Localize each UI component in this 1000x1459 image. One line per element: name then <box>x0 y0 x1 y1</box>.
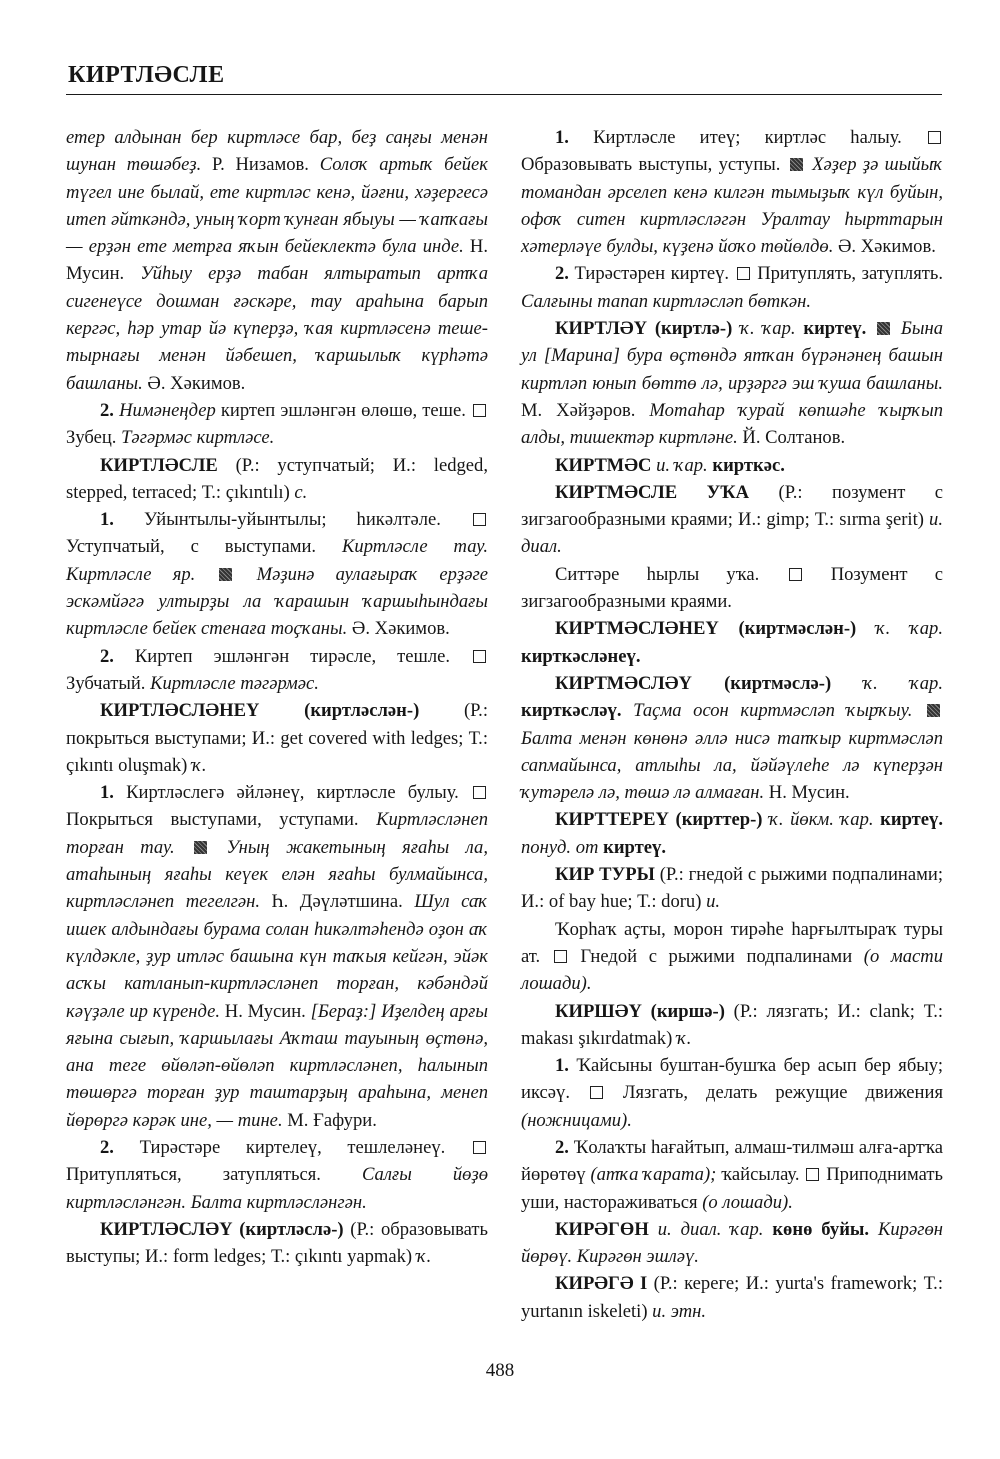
translation-marker-icon <box>806 1168 819 1181</box>
italic-text: Киртләсләнеп торған тау. <box>66 809 488 858</box>
italic-text: ҡ. <box>676 1027 692 1049</box>
entry-paragraph <box>521 1216 943 1271</box>
italic-text: (атҡа ҡарата); <box>590 1164 717 1186</box>
headword-text: 2. <box>555 263 569 285</box>
headword-text: 1. <box>100 782 114 804</box>
entry-paragraph <box>521 998 943 1053</box>
plain-text: киртеп эшләнгән өлөшө, теше. <box>215 399 471 421</box>
plain-text: (Р.: уступчатый; И.: ledged, stepped, terraced; Т.: çıkıntılı) <box>66 454 488 503</box>
entry-paragraph <box>521 861 943 916</box>
italic-text: ҡ. ҡар. <box>863 672 943 694</box>
plain-text <box>831 673 863 694</box>
entry-paragraph <box>521 452 943 479</box>
plain-text <box>763 1219 772 1240</box>
entry-paragraph <box>521 1134 943 1216</box>
translation-marker-icon <box>554 950 567 963</box>
italic-text: Нимәнеңдер <box>119 399 216 421</box>
headword-text: КИРӘГӨН <box>555 1218 649 1240</box>
translation-marker-icon <box>473 650 486 663</box>
running-head: КИРТЛӘСЛЕ <box>68 62 225 88</box>
italic-text: Солоҡ артыҡ бейек түгел ине былай, ете киртләс кенә, йәғни, хәҙергесә итеп әйткәндә, уның ҡорт ҡунған ябыуы — ҡапҡағы — ерҙән ете метрға яҡын бейеклектә була инде. <box>66 154 489 258</box>
italic-text: (о лошади). <box>702 1191 793 1213</box>
plain-text: Зубчатый. <box>66 672 151 694</box>
italic-text: с. <box>294 481 308 503</box>
italic-text: Таҫма осон киртмәсләп ҡырҡыу. <box>633 700 913 722</box>
italic-text: ҡ. ҡар. <box>740 318 796 340</box>
italic-text: Уйһыу ерҙә табан ялтыратып артҡа сигенеүсе дошман ғәскәре, тау араһына барып кергәс, һәр утар йә күперҙә, ҡая киртләсенә теше-тырнағы менән йәбешеп, ҡаршылыҡ күрһәтә башланы. <box>66 263 488 394</box>
italic-text: и. ҡар. <box>656 454 708 476</box>
plain-text: Н. Мусин. <box>220 1000 311 1022</box>
plain-text <box>649 1219 658 1240</box>
plain-text: (Р.: позумент с зигзагообразными краями; И.: gimp; Т.: sırma şerit) <box>521 481 943 531</box>
headword-text: КИРТМӘС <box>555 454 652 476</box>
plain-text: (Р.: кереге; И.: yurta's framework; Т.: yurtanın iskeleti) <box>521 1273 943 1322</box>
entry-paragraph <box>66 1134 488 1216</box>
plain-text: Ә. Хәкимов. <box>142 372 246 394</box>
italic-text: [Бераҙ:] Иҙелдең арғы яғына сығып, ҡаршылағы Аҡташ тауының өҫтөнә, ана теге өйөләп-өйөләп киртләсләнеп, һалынып төшөргә торған ҙур таштарҙың араһына, менеп йөрөргә кәрәк ине, — тине. <box>66 1000 488 1131</box>
italic-text: (ножницами). <box>521 1109 632 1131</box>
page-number: 488 <box>485 1360 515 1381</box>
headword-text: 2. <box>555 1136 569 1158</box>
italic-text: Шул саҡ ишек алдындағы бурама солан һикәлтәһендә оҙон аҡ күлдәкле, ҙур итләс башына күн таҡыя кейгән, эйәк асҡы катланып-киртләсләнеп торған, кәбәндәй кәүҙәле ир күренде. <box>66 891 488 1022</box>
translation-marker-icon <box>473 786 486 799</box>
plain-text: Позумент с зигзагообразными краями. <box>521 563 943 613</box>
headword-text: КИРТЛӘСЛӘҮ (киртләслә-) <box>100 1218 344 1240</box>
entry-paragraph <box>521 1052 943 1134</box>
entry-paragraph <box>521 1270 943 1325</box>
header-rule <box>66 94 942 95</box>
italic-text: Балта менән көнөнә әллә нисә тапҡыр киртмәсләп сапмайынса, атлыһы ла, йәйәүлеһе лә күперҙән ҡутәрелә лә, төшә лә алмаған. <box>521 727 943 804</box>
headword-text: КИРТТЕРЕҮ (кирттер-) <box>555 809 763 831</box>
italic-text: Салғыны тапап киртләсләп бөткән. <box>521 290 812 312</box>
italic-text: Салғы йөҙө киртләсләнгән. Балта киртләсләнгән. <box>66 1164 489 1213</box>
entry-paragraph <box>521 916 943 998</box>
translation-marker-icon <box>473 513 486 526</box>
headword-text: киртеү. <box>803 318 867 340</box>
plain-text: Ҡорһаҡ аҫты, морон тирәһе һарғылтыраҡ туры ат. <box>521 918 943 967</box>
right-column <box>521 124 943 1325</box>
left-column <box>66 124 488 1270</box>
italic-text: Хәҙер ҙә шыйыҡ томандан әрселеп кенә килгән тымыҙыҡ күл буйын, офоҡ ситен киртләсләгән Уралтау һырттарын хәтерләүе булды, күҙенә йоҡо төйөлдө. <box>521 154 943 258</box>
translation-marker-icon <box>590 1086 603 1099</box>
illustration-marker-icon <box>877 322 890 335</box>
plain-text: М. Хәйҙәров. <box>521 399 650 421</box>
illustration-marker-icon <box>927 704 940 717</box>
italic-text: етер алдынан бер киртләсе бар, беҙ саңғы менән шунан төшәбеҙ. <box>66 127 488 176</box>
headword-text: 2. <box>100 1136 114 1158</box>
italic-text: Бына ул [Марина] бура өҫтөндә ятҡан бүрәнәнең башын киртләп юнып бөттө лә, ирҙәргә эш ҡуша башланы. <box>521 318 943 394</box>
italic-text: ҡ. <box>192 754 207 776</box>
headword-text: кирткәсләнеү. <box>521 645 641 667</box>
plain-text: Притупляться, затупляться. <box>66 1164 362 1186</box>
italic-text: Мотаһар ҡурай көпшәһе ҡырҡып алды, тишектәр киртләне. <box>521 399 943 449</box>
plain-text: Киртләсле итеү; киртләс һалыу. <box>568 127 926 148</box>
italic-text: и. этн. <box>652 1300 707 1322</box>
plain-text <box>869 1219 878 1240</box>
italic-text: Киртләсле тау. Киртләсле яр. <box>66 536 488 585</box>
headword-text: 1. <box>555 127 569 148</box>
plain-text: Тирәстәре киртелеү, тешлеләнеү. <box>113 1136 471 1158</box>
italic-text: и. диал. <box>521 509 943 558</box>
italic-text: и. <box>706 891 721 913</box>
entry-paragraph <box>66 779 488 1134</box>
italic-text: ҡ. <box>416 1246 432 1268</box>
italic-text: Уның жакетының яғаһы ла, атаһының яғаһы кеүек елән яғаһы булмайынса, киртләсләнеп тегелгән. <box>66 836 488 913</box>
headword-text: 2. <box>100 399 114 421</box>
entry-paragraph <box>521 561 943 616</box>
plain-text <box>912 700 924 721</box>
headword-text: КИРШӘҮ (киршә-) <box>555 1000 725 1022</box>
headword-text: киртеү. <box>880 809 943 831</box>
translation-marker-icon <box>473 404 486 417</box>
italic-text: понуд. от <box>521 836 599 858</box>
headword-text: киртеү. <box>603 836 666 858</box>
plain-text: Й. Солтанов. <box>737 427 846 449</box>
plain-text: М. Ғафури. <box>282 1109 377 1131</box>
plain-text: (Р.: покрыться выступами; И.: get covered with ledges; Т.: çıkıntı oluşmak) <box>66 700 488 776</box>
plain-text: Уступчатый, с выступами. <box>66 536 343 558</box>
headword-text: кирткәс. <box>712 454 785 476</box>
headword-text: КИРТЛӘСЛӘНЕҮ (киртләслән-) <box>100 700 420 722</box>
headword-text: кирткәсләү. <box>521 700 622 722</box>
plain-text: Образовывать выступы, уступы. <box>521 154 787 176</box>
headword-text: КИР ТУРЫ <box>555 864 655 886</box>
plain-text: (Р.: образовывать выступы; И.: form ledges; Т.: çıkıntı yapmak) <box>66 1218 489 1268</box>
entry-paragraph <box>521 260 943 315</box>
italic-text: ҡ. ҡар. <box>875 618 943 640</box>
entry-paragraph <box>66 506 488 642</box>
italic-text: Тәгәрмәс киртләсе. <box>121 427 275 449</box>
plain-text: Һ. Дәүләтшина. <box>259 891 415 913</box>
plain-text <box>856 618 876 639</box>
plain-text: Приподнимать уши, настораживаться <box>521 1164 944 1213</box>
entry-paragraph <box>66 1216 488 1271</box>
plain-text: Уйынтылы-уйынтылы; һикәлтәле. <box>113 509 471 531</box>
headword-text: 2. <box>100 645 114 667</box>
entry-paragraph <box>521 124 943 260</box>
plain-text: ҡайсылау. <box>716 1164 805 1186</box>
plain-text: Киртеп эшләнгән тирәсле, тешле. <box>113 645 471 667</box>
plain-text: Ә. Хәкимов. <box>833 236 936 258</box>
plain-text: Лязгать, делать режущие движения <box>604 1082 943 1104</box>
illustration-marker-icon <box>194 841 207 854</box>
entry-paragraph <box>66 452 488 507</box>
plain-text <box>235 564 256 585</box>
plain-text: Ҡайсыны буштан-бушҡа бер асып бер ябыу; иксәү. <box>521 1055 943 1104</box>
headword-text: 1. <box>555 1055 569 1077</box>
entry-paragraph <box>521 479 943 561</box>
illustration-marker-icon <box>790 158 803 171</box>
headword-text: КИРТМӘСЛӘНЕҮ (киртмәслән-) <box>555 618 857 640</box>
italic-text: ҡ. йөкм. ҡар. <box>769 809 874 831</box>
plain-text: Киртләслегә әйләнеү, киртләсле булыу. <box>113 782 471 804</box>
entry-paragraph <box>66 397 488 452</box>
plain-text: (Р.: лязгать; И.: clank; Т.: makası şıkırdatmak) <box>521 1000 944 1049</box>
translation-marker-icon <box>789 568 802 581</box>
entry-paragraph <box>521 315 943 451</box>
headword-text: КИРӘГӘ I <box>555 1273 648 1295</box>
headword-text: КИРТМӘСЛЕ УҠА <box>555 481 750 503</box>
plain-text <box>622 700 634 721</box>
entry-paragraph <box>66 697 488 779</box>
plain-text <box>210 837 226 858</box>
italic-text: и. диал. ҡар. <box>657 1218 764 1240</box>
headword-text: көнө буйы. <box>772 1218 870 1240</box>
headword-text: КИРТМӘСЛӘҮ (киртмәслә-) <box>555 672 832 694</box>
entry-paragraph <box>66 643 488 698</box>
plain-text: Ә. Хәкимов. <box>347 618 450 640</box>
headword-text: КИРТЛӘСЛЕ <box>100 454 218 476</box>
translation-marker-icon <box>473 1141 486 1154</box>
entry-paragraph <box>66 124 488 397</box>
plain-text <box>866 318 874 339</box>
entry-paragraph <box>521 806 943 861</box>
italic-text: (о масти лошади). <box>521 945 944 995</box>
plain-text: Зубец. <box>66 427 122 449</box>
plain-text: Н. Мусин. <box>66 236 489 285</box>
plain-text: Р. Низамов. <box>201 154 320 176</box>
entry-paragraph <box>521 615 943 670</box>
headword-text: 1. <box>100 509 114 531</box>
plain-text: Гнедой с рыжими подпалинами <box>568 945 864 967</box>
italic-text: Кирәгөн йөрөү. Кирәгөн эшләү. <box>521 1218 944 1268</box>
plain-text <box>175 837 191 858</box>
plain-text: Тирәстәрен киртеү. <box>568 263 735 285</box>
plain-text: Притуплять, затуплять. <box>751 263 943 285</box>
headword-text: КИРТЛӘҮ (киртлә-) <box>555 318 733 340</box>
translation-marker-icon <box>928 131 941 144</box>
plain-text: Ҡолаҡты һағайтып, алмаш-тилмәш алға-артҡа йөрөтөү <box>521 1136 943 1186</box>
plain-text <box>195 564 216 585</box>
plain-text: Н. Мусин. <box>764 782 850 804</box>
translation-marker-icon <box>737 267 750 280</box>
plain-text: Ситтәре һырлы уҡа. <box>555 563 787 585</box>
italic-text: Киртләсле тәгәрмәс. <box>150 672 319 694</box>
italic-text: Мәҙинә аулағыраҡ ерҙәге эскәмйәгә ултырҙы ла ҡарашын ҡаршыһындағы киртләсле бейек стенаға тоҫҡаны. <box>66 563 488 640</box>
plain-text: Покрыться выступами, уступами. <box>66 809 377 831</box>
plain-text <box>893 318 901 339</box>
entry-paragraph <box>521 670 943 806</box>
plain-text: (Р.: гнедой с рыжими подпалинами; И.: of bay hue; Т.: doru) <box>521 864 943 913</box>
illustration-marker-icon <box>219 568 232 581</box>
plain-text <box>732 318 740 339</box>
